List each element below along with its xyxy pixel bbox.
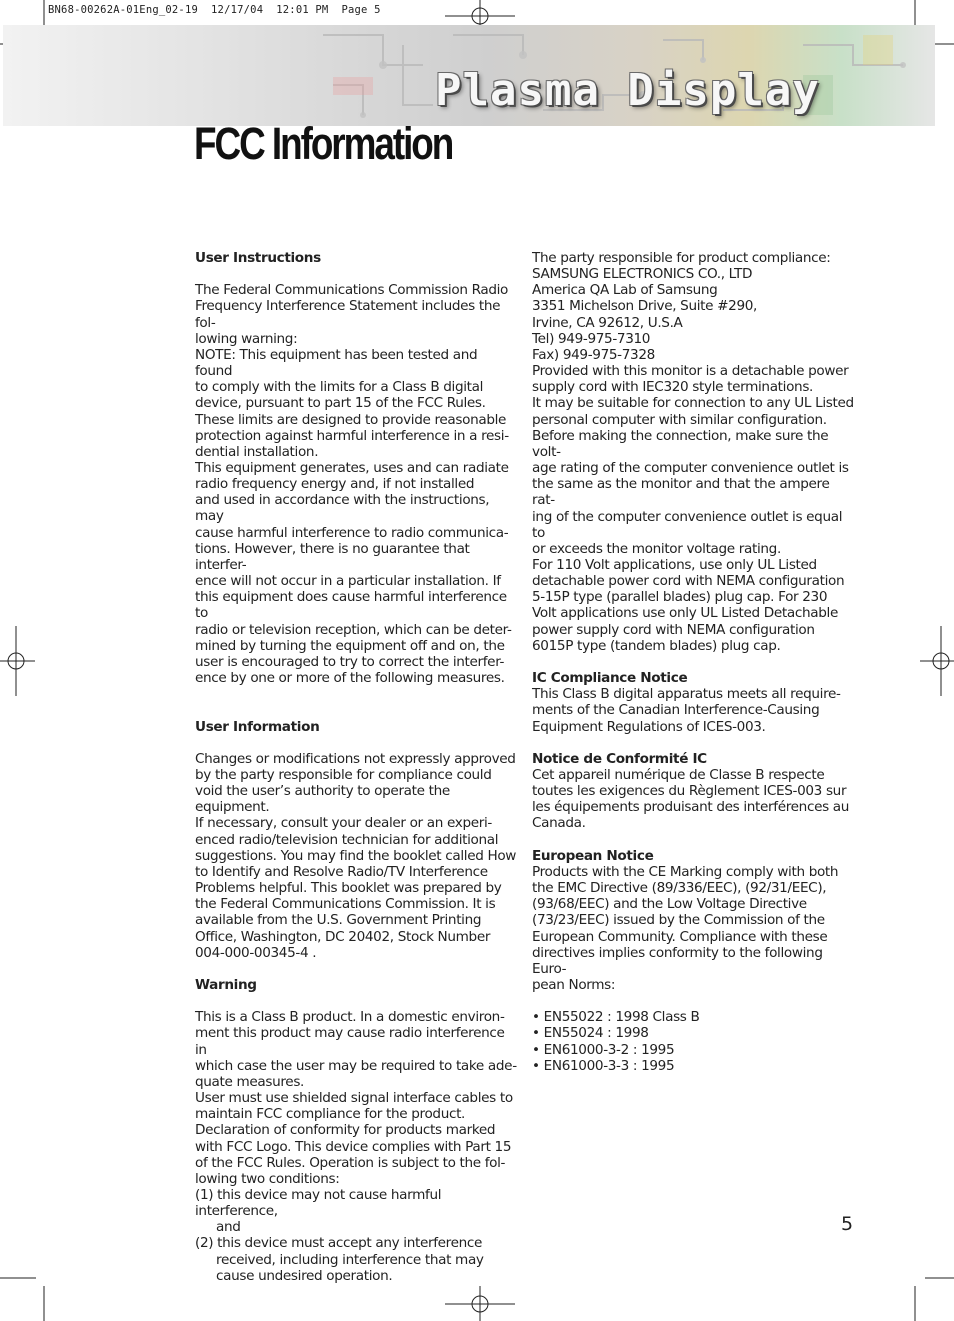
ic-compliance-heading: IC Compliance Notice	[532, 670, 688, 687]
user-instructions-heading: User Instructions	[195, 250, 321, 266]
text-line: detachable power cord with NEMA configuration	[532, 573, 845, 590]
text-line: Declaration of conformity for products marked	[195, 1122, 496, 1139]
text-line: user is encouraged to try to correct the interfer-	[195, 653, 505, 670]
text-line: Before making the connection, make sure the volt-	[532, 427, 829, 460]
text-line: by the party responsible for compliance could	[195, 766, 492, 783]
text-line: (73/23/EEC) issued by the Commission of the	[532, 912, 825, 929]
text-line: • EN55024 : 1998	[532, 1025, 649, 1042]
text-line: available from the U.S. Government Printing	[195, 912, 482, 929]
text-line: dential installation.	[195, 443, 319, 460]
warning-text	[195, 1009, 517, 1187]
condition-item	[195, 1235, 517, 1283]
header-banner	[3, 25, 935, 126]
european-notice-heading: European Notice	[532, 847, 654, 864]
text-line: enced radio/television technician for additional	[195, 831, 499, 848]
text-line: power supply cord with NEMA configuration	[532, 621, 815, 638]
text-line: cause harmful interference to radio communica-	[195, 524, 509, 541]
text-line: ing of the computer convenience outlet is equal to	[532, 508, 843, 541]
compliance-party-text	[532, 250, 854, 654]
text-line: radio or television reception, which can be deter-	[195, 621, 512, 638]
text-line: device, pursuant to part 15 of the FCC Rules.	[195, 395, 486, 412]
condition-line: (2) this device must accept any interference	[195, 1235, 483, 1252]
text-line: European Community. Compliance with these	[532, 928, 828, 945]
text-line: the Federal Communications Commission. It is	[195, 896, 496, 913]
text-line: which case the user may be required to take ade-	[195, 1057, 517, 1074]
text-line: This equipment generates, uses and can radiate	[195, 460, 509, 477]
text-line: supply cord with IEC320 style terminations.	[532, 379, 814, 396]
text-line: directives implies conformity to the following Euro-	[532, 944, 823, 977]
text-line: User must use shielded signal interface cables to	[195, 1090, 513, 1107]
text-line: protection against harmful interference in a resi-	[195, 427, 509, 444]
text-line: The Federal Communications Commission Radio	[195, 282, 509, 299]
text-line: • EN61000-3-3 : 1995	[532, 1057, 675, 1074]
text-line: Tel) 949-975-7310	[532, 330, 651, 347]
condition-line: (1) this device may not cause harmful interference,	[195, 1186, 442, 1220]
condition-line: and	[216, 1219, 241, 1236]
text-line: 3351 Michelson Drive, Suite #290,	[532, 298, 758, 315]
text-line: Products with the CE Marking comply with both	[532, 863, 839, 880]
text-line: America QA Lab of Samsung	[532, 282, 718, 299]
text-line: • EN61000-3-2 : 1995	[532, 1041, 675, 1058]
text-line: Canada.	[532, 815, 586, 832]
text-line: void the user’s authority to operate the equipment.	[195, 783, 450, 816]
text-line: • EN55022 : 1998 Class B	[532, 1009, 700, 1026]
text-line: suggestions. You may find the booklet called How	[195, 847, 517, 864]
text-line: (93/68/EEC) and the Low Voltage Directive	[532, 896, 807, 913]
text-line: 004-000-00345-4 .	[195, 944, 317, 961]
text-line: Changes or modifications not expressly approved	[195, 750, 516, 767]
text-line: Cet appareil numérique de Classe B respecte	[532, 766, 825, 783]
condition-line: cause undesired operation.	[216, 1267, 393, 1284]
text-line: ence will not occur in a particular installation. If	[195, 573, 501, 590]
text-line: The party responsible for product compliance:	[532, 250, 831, 266]
text-line: maintain FCC compliance for the product.	[195, 1106, 466, 1123]
conditions-list	[195, 1187, 517, 1284]
text-line: the same as the monitor and that the ampere rat-	[532, 476, 830, 509]
text-line: of the FCC Rules. Operation is subject to the fol-	[195, 1154, 506, 1171]
text-line: with FCC Logo. This device complies with Part 15	[195, 1138, 512, 1155]
text-line: this equipment does cause harmful interference to	[195, 589, 507, 622]
text-line: This is a Class B product. In a domestic environ-	[195, 1009, 505, 1026]
text-line: and used in accordance with the instructions, may	[195, 492, 490, 525]
warning-heading: Warning	[195, 976, 257, 993]
text-line: to comply with the limits for a Class B digital	[195, 379, 484, 396]
text-line: Office, Washington, DC 20402, Stock Number	[195, 928, 491, 945]
european-notice-text	[532, 864, 854, 993]
text-line: radio frequency energy and, if not installed	[195, 476, 475, 493]
text-line: toutes les exigences du Règlement ICES-003 sur	[532, 783, 847, 800]
text-line: lowing warning:	[195, 330, 298, 347]
text-line: Irvine, CA 92612, U.S.A	[532, 314, 683, 331]
text-line: Fax) 949-975-7328	[532, 346, 655, 363]
user-information-heading: User Information	[195, 718, 320, 735]
text-line: the EMC Directive (89/336/EEC), (92/31/EEC),	[532, 880, 827, 897]
condition-item	[195, 1187, 517, 1235]
page-number: 5	[841, 1213, 854, 1235]
text-line: 5-15P type (parallel blades) plug cap. For 230	[532, 589, 828, 606]
left-column	[195, 250, 517, 1284]
text-line: ence by one or more of the following measures.	[195, 670, 505, 687]
text-line: 6015P type (tandem blades) plug cap.	[532, 637, 781, 654]
print-slug: BN68-00262A-01Eng_02-19 12/17/04 12:01 PM Page 5	[48, 4, 381, 16]
ic-conformite-heading: Notice de Conformité IC	[532, 750, 707, 767]
user-information-text	[195, 751, 517, 961]
text-line: Volt applications use only UL Listed Detachable	[532, 605, 838, 622]
text-line: NOTE: This equipment has been tested and found	[195, 346, 478, 380]
text-line: les équipements produisant des interférences au	[532, 799, 850, 816]
text-line: It may be suitable for connection to any UL Listed	[532, 395, 854, 412]
text-line: Problems helpful. This booklet was prepared by	[195, 880, 502, 897]
text-line: This Class B digital apparatus meets all require-	[532, 686, 841, 703]
right-column	[532, 250, 854, 1074]
text-line: quate measures.	[195, 1073, 305, 1090]
text-line: Frequency Interference Statement includes the fol-	[195, 298, 501, 331]
text-line: pean Norms:	[532, 976, 616, 993]
page-title: FCC Information	[194, 118, 453, 169]
ic-conformite-text	[532, 767, 854, 832]
ic-compliance-text	[532, 686, 854, 734]
text-line: or exceeds the monitor voltage rating.	[532, 540, 781, 557]
condition-line: received, including interference that may	[216, 1251, 484, 1268]
text-line: ments of the Canadian Interference-Causing	[532, 702, 820, 719]
user-instructions-text	[195, 282, 517, 686]
text-line: If necessary, consult your dealer or an experi-	[195, 815, 492, 832]
text-line: age rating of the computer convenience outlet is	[532, 460, 849, 477]
text-line: to Identify and Resolve Radio/TV Interference	[195, 863, 488, 880]
text-line: ment this product may cause radio interference in	[195, 1025, 505, 1058]
text-line: SAMSUNG ELECTRONICS CO., LTD	[532, 266, 753, 283]
norms-list	[532, 1009, 854, 1074]
text-line: tions. However, there is no guarantee that interfer-	[195, 540, 470, 573]
text-line: Equipment Regulations of ICES-003.	[532, 718, 766, 735]
text-line: personal computer with similar configuration.	[532, 411, 827, 428]
text-line: Provided with this monitor is a detachable power	[532, 363, 849, 380]
text-line: For 110 Volt applications, use only UL Listed	[532, 556, 817, 573]
banner-title: Plasma Display	[435, 65, 820, 116]
text-line: mined by turning the equipment off and on, the	[195, 637, 505, 654]
text-line: These limits are designed to provide reasonable	[195, 411, 507, 428]
text-line: lowing two conditions:	[195, 1170, 340, 1187]
